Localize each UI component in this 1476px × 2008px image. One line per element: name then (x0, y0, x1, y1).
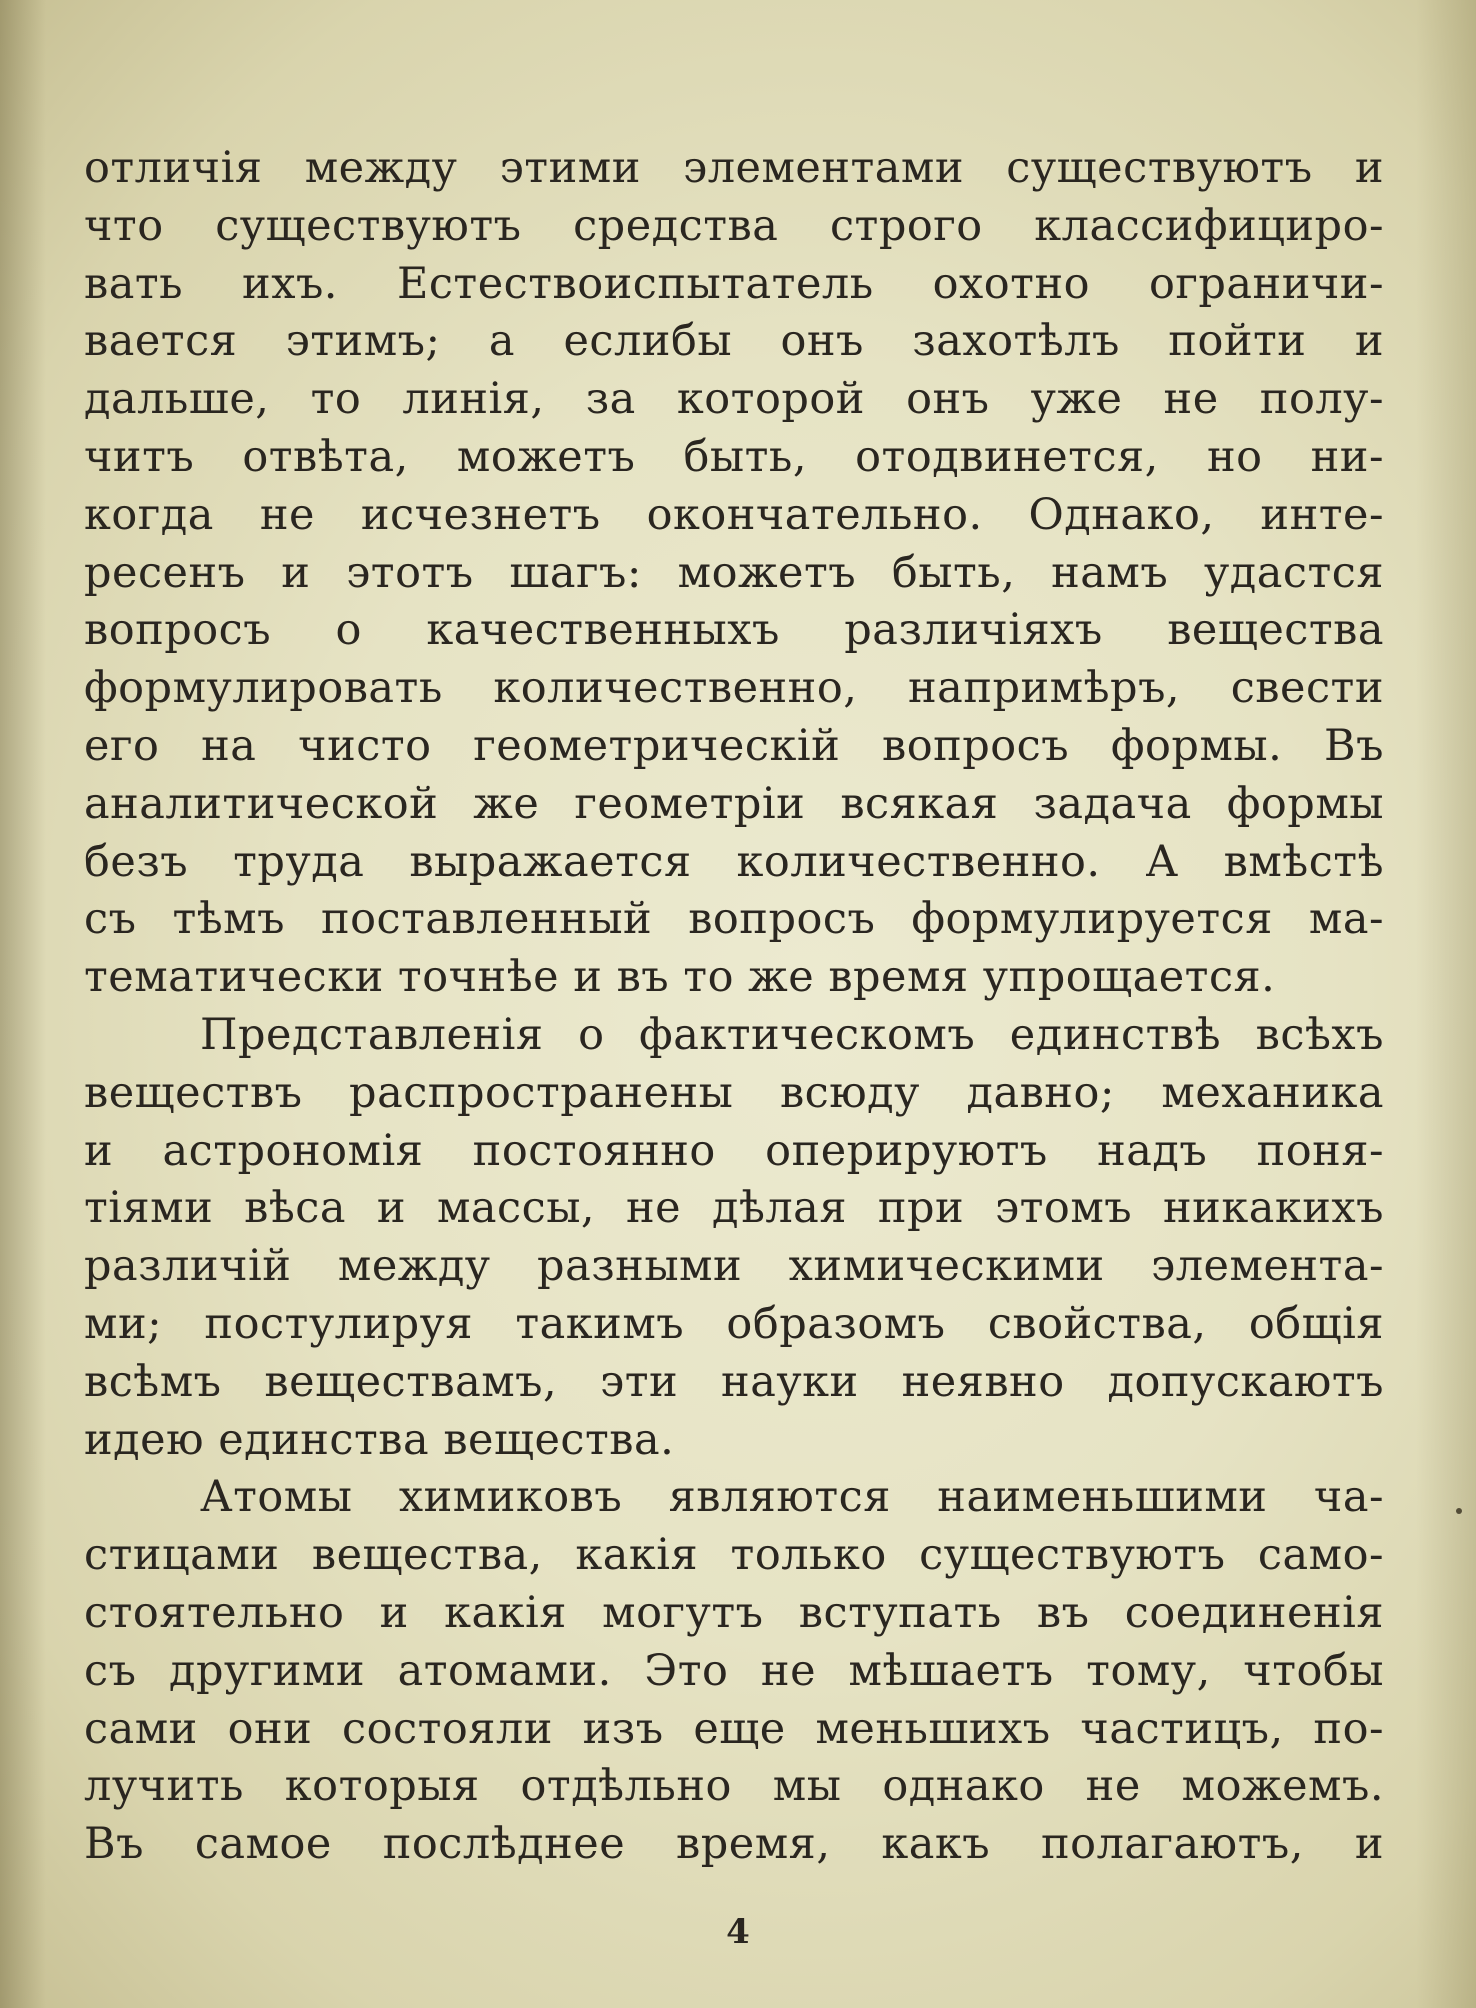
text-line: что существуютъ средства строго классифициро- (84, 200, 1384, 251)
text-line: аналитической же геометріи всякая задача формы (84, 778, 1384, 829)
text-line: Въ самое послѣднее время, какъ полагаютъ, и (84, 1819, 1384, 1870)
text-line: и астрономія постоянно оперируютъ надъ поня- (84, 1125, 1384, 1176)
text-line: тіями вѣса и массы, не дѣлая при этомъ никакихъ (84, 1183, 1384, 1234)
text-line: вать ихъ. Естествоиспытатель охотно ограничи- (84, 258, 1384, 309)
text-line: формулировать количественно, напримѣръ, свести (84, 663, 1384, 714)
text-line: различій между разными химическими элемента- (84, 1241, 1384, 1292)
text-line: идею единства вещества. (84, 1414, 675, 1465)
text-line: тематически точнѣе и въ то же время упрощается. (84, 952, 1276, 1003)
text-line: веществъ распространены всюду давно; механика (84, 1067, 1384, 1118)
text-line: отличія между этими элементами существуютъ и (84, 143, 1384, 193)
text-line: вается этимъ; а еслибы онъ захотѣлъ пойти и (84, 316, 1384, 367)
page-number: 4 (726, 1912, 750, 1952)
text-line: вопросъ о качественныхъ различіяхъ вещества (84, 605, 1384, 656)
text-line: его на чисто геометрическій вопросъ формы. Въ (84, 720, 1384, 771)
paper-speck (1456, 1508, 1462, 1514)
text-line: стицами вещества, какія только существуютъ само- (84, 1530, 1384, 1581)
text-line: всѣмъ веществамъ, эти науки неявно допускаютъ (84, 1356, 1384, 1407)
paragraph-start-line: Атомы химиковъ являются наименьшими ча- (200, 1472, 1384, 1523)
text-line: читъ отвѣта, можетъ быть, отодвинется, но ни- (84, 431, 1384, 482)
body-text (84, 140, 1384, 1874)
text-line: когда не исчезнетъ окончательно. Однако, инте- (84, 489, 1384, 540)
text-line: дальше, то линія, за которой онъ уже не полу- (84, 374, 1384, 425)
paragraph-start-line: Представленія о фактическомъ единствѣ всѣхъ (200, 1009, 1384, 1060)
text-line: ми; постулируя такимъ образомъ свойства, общія (84, 1298, 1384, 1349)
text-line: съ тѣмъ поставленный вопросъ формулируется ма- (84, 894, 1384, 945)
text-line: съ другими атомами. Это не мѣшаетъ тому, чтобы (84, 1645, 1384, 1696)
text-line: безъ труда выражается количественно. А вмѣстѣ (84, 836, 1384, 887)
text-line: сами они состояли изъ еще меньшихъ частицъ, по- (84, 1703, 1384, 1754)
text-line: лучить которыя отдѣльно мы однако не можемъ. (84, 1761, 1384, 1812)
text-line: ресенъ и этотъ шагъ: можетъ быть, намъ удастся (84, 547, 1384, 598)
text-line: стоятельно и какія могутъ вступать въ соединенія (84, 1587, 1384, 1638)
